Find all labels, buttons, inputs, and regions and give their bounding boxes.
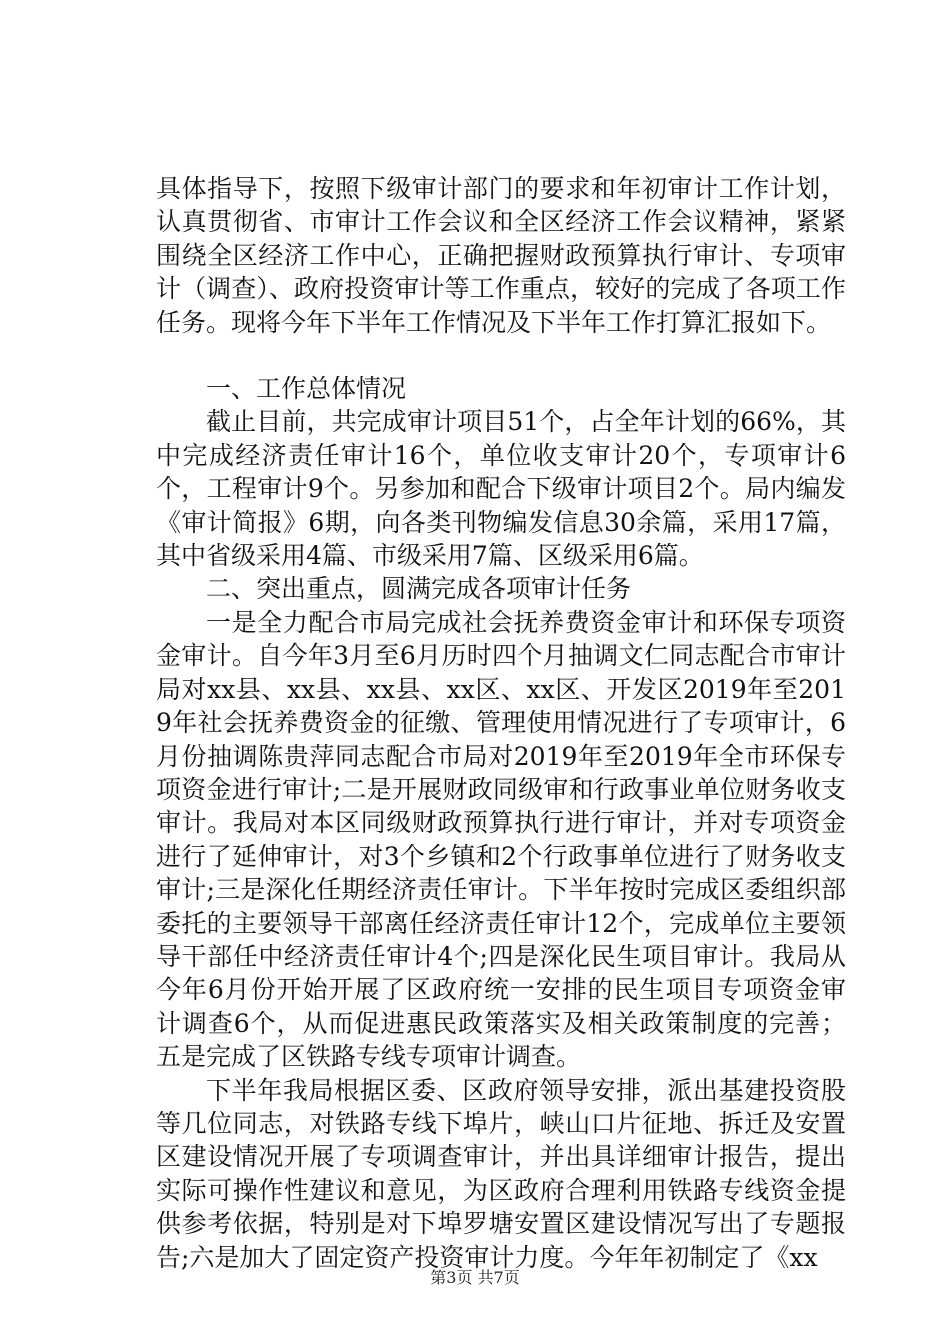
paragraph-overview: 截止目前，共完成审计项目51个，占全年计划的66%，其中完成经济责任审计16个，单位收支审计20个，专项审计6个，工程审计9个。另参加和配合下级审计项目2个。局内编发《审计简报》6期，向各类刊物编发信息30余篇，采用17篇，其中省级采用4篇、市级采用7篇、区级采用6篇。 [156, 407, 846, 571]
paragraph-railway-audit: 下半年我局根据区委、区政府领导安排，派出基建投资股等几位同志，对铁路专线下埠片，峡山口片征地、拆迁及安置区建设情况开展了专项调查审计，并出具详细审计报告，提出实际可操作性建议和意见，为区政府合理利用铁路专线资金提供参考依据，特别是对下埠罗塘安置区建设情况写出了专题报告;六是加大了固定资产投资审计力度。今年年初制定了《xx [156, 1075, 846, 1272]
section-heading-overview: 一、工作总体情况 [206, 374, 407, 404]
paragraph-key-tasks: 一是全力配合市局完成社会抚养费资金审计和环保专项资金审计。自今年3月至6月历时四个月抽调文仁同志配合市审计局对xx县、xx县、xx县、xx区、xx区、开发区2019年至2019年社会抚养费资金的征缴、管理使用情况进行了专项审计，6月份抽调陈贵萍同志配合市局对2019年至2019年全市环保专项资金进行审计;二是开展财政同级审和行政事业单位财务收支审计。我局对本区同级财政预算执行进行审计，并对专项资金进行了延伸审计，对3个乡镇和2个行政事单位进行了财务收支审计;三是深化任期经济责任审计。下半年按时完成区委组织部委托的主要领导干部离任经济责任审计12个，完成单位主要领导干部任中经济责任审计4个;四是深化民生项目审计。我局从今年6月份开始开展了区政府统一安排的民生项目专项资金审计调查6个，从而促进惠民政策落实及相关政策制度的完善；五是完成了区铁路专线专项审计调查。 [156, 607, 846, 1072]
paragraph-intro: 具体指导下，按照下级审计部门的要求和年初审计工作计划，认真贯彻省、市审计工作会议和全区经济工作会议精神，紧紧围绕全区经济工作中心，正确把握财政预算执行审计、专项审计（调查）、政府投资审计等工作重点，较好的完成了各项工作任务。现将今年下半年工作情况及下半年工作打算汇报如下。 [156, 174, 846, 337]
document-body [156, 172, 846, 1274]
page-footer: 第3页 共7页 [430, 1268, 520, 1287]
section-heading-key-tasks: 二、突出重点，圆满完成各项审计任务 [206, 574, 632, 604]
